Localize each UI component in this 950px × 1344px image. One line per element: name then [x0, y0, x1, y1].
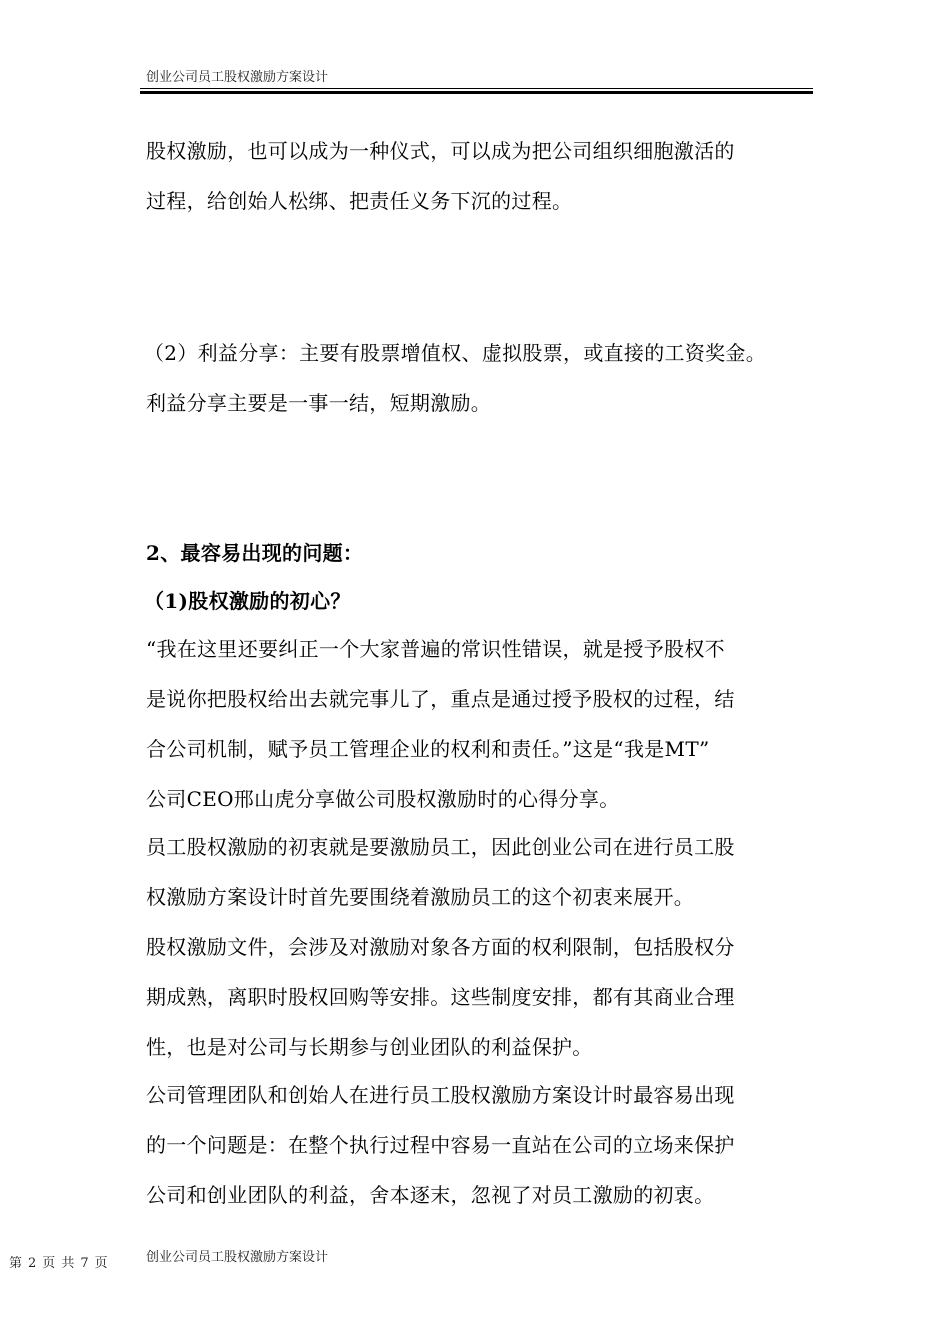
total-pages: 7: [80, 1256, 89, 1271]
footer-title: 创业公司员工股权激励方案设计: [146, 1250, 329, 1265]
body-line: （2）利益分享：主要有股票增值权、虚拟股票，或直接的工资奖金。: [144, 341, 767, 365]
body-line: 是说你把股权给出去就完事儿了，重点是通过授予股权的过程，结: [146, 687, 735, 711]
body-line: 合公司机制，赋予员工管理企业的权利和责任。”这是“我是MT”: [146, 737, 710, 761]
body-line: “我在这里还要纠正一个大家普遍的常识性错误，就是授予股权不: [146, 637, 725, 661]
body-line: 利益分享主要是一事一结，短期激励。: [146, 391, 492, 415]
body-line: 股权激励，也可以成为一种仪式，可以成为把公司组织细胞激活的: [146, 139, 735, 163]
subsection-heading: （1)股权激励的初心？: [144, 589, 351, 613]
header-rule-thick: [140, 91, 813, 94]
body-line: 期成熟，离职时股权回购等安排。这些制度安排，都有其商业合理: [146, 985, 735, 1009]
body-line: 权激励方案设计时首先要围绕着激励员工的这个初衷来展开。: [146, 885, 695, 909]
page-label: 第: [9, 1256, 23, 1271]
body-line: 股权激励文件，会涉及对激励对象各方面的权利限制，包括股权分: [146, 935, 735, 959]
page-number: [9, 1256, 114, 1272]
page-label: 共: [61, 1256, 75, 1271]
body-line: 公司CEO邢山虎分享做公司股权激励时的心得分享。: [146, 787, 620, 811]
page-label: 页: [94, 1256, 108, 1271]
body-line: 性，也是对公司与长期参与创业团队的利益保护。: [146, 1035, 593, 1059]
page-label: 页: [42, 1256, 56, 1271]
body-line: 的一个问题是：在整个执行过程中容易一直站在公司的立场来保护: [146, 1133, 735, 1157]
header-title: 创业公司员工股权激励方案设计: [146, 70, 329, 85]
body-line: 过程，给创始人松绑、把责任义务下沉的过程。: [146, 189, 573, 213]
section-heading: 2、最容易出现的问题：: [146, 541, 364, 565]
body-line: 公司和创业团队的利益，舍本逐末，忽视了对员工激励的初衷。: [146, 1183, 715, 1207]
header-rule-thin: [140, 88, 813, 89]
current-page: 2: [28, 1256, 37, 1271]
body-line: 员工股权激励的初衷就是要激励员工，因此创业公司在进行员工股: [146, 835, 735, 859]
body-line: 公司管理团队和创始人在进行员工股权激励方案设计时最容易出现: [146, 1083, 735, 1107]
